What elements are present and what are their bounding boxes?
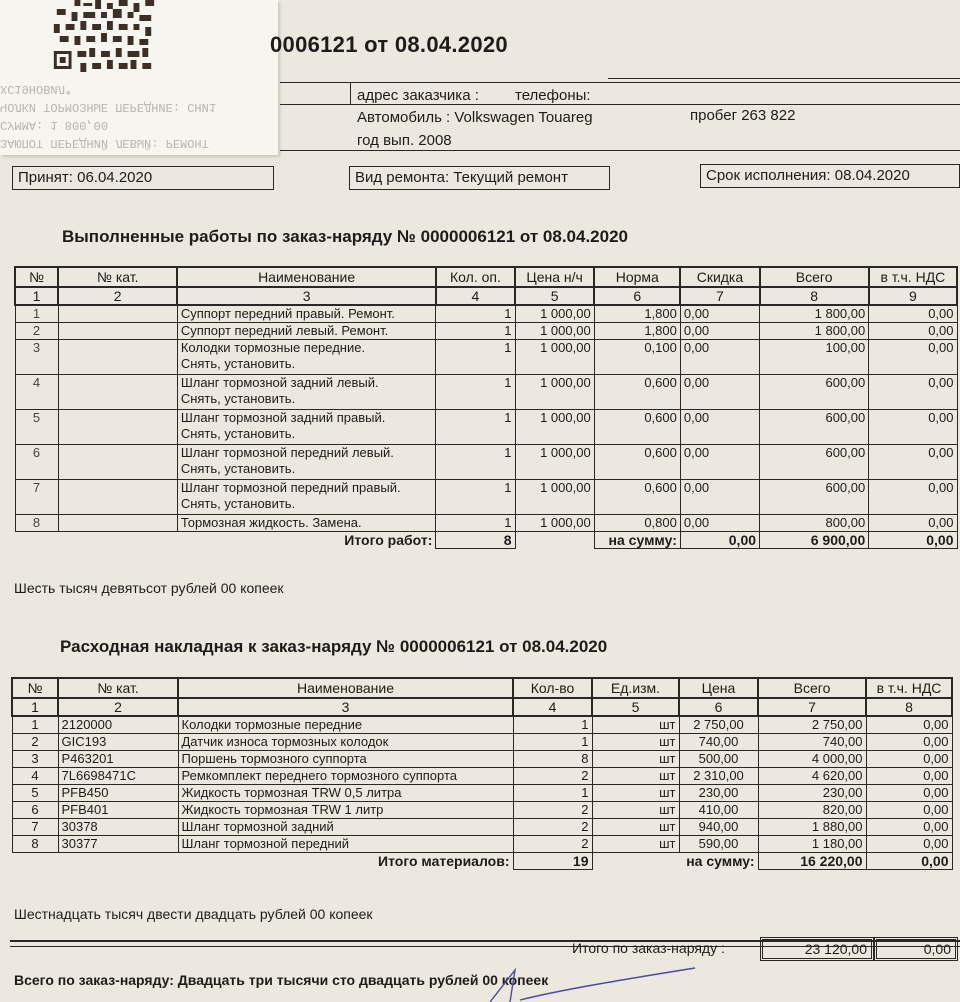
material-name: Ремкомплект переднего тормозного суппорта [178,768,513,785]
column-number: 1 [12,698,58,716]
column-header: Кол-во [513,678,592,698]
operation-qty: 1 [436,480,515,515]
discount: 0,00 [680,445,759,480]
materials-header-row [12,678,952,698]
materials-table-row [12,836,952,853]
norm-hours: 0,100 [594,340,680,375]
catalog-number: PFB450 [58,785,178,802]
column-header: в т.ч. НДС [869,267,957,287]
row-vat: 0,00 [869,323,957,340]
grand-total-in-words: Всего по заказ-наряду: Двадцать три тысячи сто двадцать рублей 00 копеек [14,972,549,988]
receipt-overlay [0,0,278,155]
works-total-sum: 6 900,00 [760,532,869,549]
receipt-line: ЧОЛКИ ТОРМОЗНЫЕ ПЕРЕДНИЕ: СНИ1 [0,100,217,114]
hour-price: 1 000,00 [515,340,594,375]
spacer [515,532,594,549]
column-header: № [12,678,58,698]
material-name: Шланг тормозной задний [178,819,513,836]
row-total: 600,00 [760,445,869,480]
work-name [177,340,436,375]
norm-hours: 0,600 [594,480,680,515]
divider [280,150,960,151]
unit-price: 500,00 [679,751,758,768]
column-header: Кол. оп. [436,267,515,287]
column-number: 6 [594,287,680,305]
operation-qty: 1 [436,305,515,323]
works-total-discount: 0,00 [680,532,759,549]
receipt-line: ХС19НОВИЛ* [0,82,73,96]
column-header: Цена [679,678,758,698]
document-title: 0006121 от 08.04.2020 [270,32,508,57]
row-number: 8 [12,836,58,853]
column-number: 9 [869,287,957,305]
column-header: Скидка [680,267,759,287]
work-name-line: Суппорт передний правый. Ремонт. [180,306,395,321]
column-number: 3 [178,698,513,716]
row-number: 5 [12,785,58,802]
works-table-row [15,323,957,340]
row-total: 4 000,00 [758,751,866,768]
works-table-row [15,445,957,480]
grand-total-label: Итого по заказ-наряду : [572,940,725,956]
unit-price: 940,00 [679,819,758,836]
repair-type: Вид ремонта: Текущий ремонт [349,166,610,190]
catalog-number [58,305,177,323]
row-number: 7 [12,819,58,836]
unit-price: 2 750,00 [679,716,758,734]
materials-total-in-words: Шестнадцать тысяч двести двадцать рублей 00 копеек [14,906,373,922]
work-name-line: Снять, установить. [180,496,296,511]
column-header: № кат. [58,267,177,287]
mileage: пробег 263 822 [690,107,796,124]
works-total-vat: 0,00 [869,532,957,549]
accepted-date: Принят: 06.04.2020 [12,166,274,190]
row-number: 2 [12,734,58,751]
works-table-row [15,480,957,515]
catalog-number [58,515,177,532]
row-number: 5 [15,410,58,445]
discount: 0,00 [680,375,759,410]
row-vat: 0,00 [866,716,952,734]
catalog-number: P463201 [58,751,178,768]
catalog-number [58,340,177,375]
column-number: 3 [177,287,436,305]
materials-total-vat: 0,00 [866,853,952,870]
works-table-row [15,410,957,445]
row-number: 6 [12,802,58,819]
hour-price: 1 000,00 [515,323,594,340]
materials-table-row [12,768,952,785]
norm-hours: 1,800 [594,323,680,340]
column-number: 5 [515,287,594,305]
work-name [177,480,436,515]
row-vat: 0,00 [869,515,957,532]
row-number: 4 [15,375,58,410]
works-table-row [15,305,957,323]
catalog-number [58,323,177,340]
row-number: 1 [12,716,58,734]
work-name-line: Колодки тормозные передние. [180,340,366,355]
norm-hours: 0,600 [594,375,680,410]
row-total: 100,00 [760,340,869,375]
unit: шт [592,802,679,819]
column-number: 1 [15,287,58,305]
material-name: Шланг тормозной передний [178,836,513,853]
divider [350,82,351,104]
works-title: Выполненные работы по заказ-наряду № 0000006121 от 08.04.2020 [62,227,628,246]
column-header: Наименование [178,678,513,698]
row-vat: 0,00 [869,305,957,323]
catalog-number: 30378 [58,819,178,836]
quantity: 2 [513,836,592,853]
hour-price: 1 000,00 [515,515,594,532]
materials-total-label: Итого материалов: [378,853,510,869]
operation-qty: 1 [436,340,515,375]
row-vat: 0,00 [869,410,957,445]
unit: шт [592,768,679,785]
row-vat: 0,00 [869,445,957,480]
divider [280,104,960,105]
work-name [177,305,436,323]
receipt-line: ЗАЮПОТ ПЕРЕДНИЙ ЛЕВЫЙ: РЕМОНТ [0,136,209,150]
row-vat: 0,00 [869,480,957,515]
row-total: 1 800,00 [760,323,869,340]
works-table-row [15,515,957,532]
quantity: 1 [513,734,592,751]
work-name [177,323,436,340]
discount: 0,00 [680,340,759,375]
column-header: № [15,267,58,287]
unit-price: 410,00 [679,802,758,819]
materials-table-row [12,751,952,768]
unit-price: 740,00 [679,734,758,751]
row-total: 4 620,00 [758,768,866,785]
column-header: Наименование [177,267,436,287]
quantity: 2 [513,768,592,785]
materials-table-row [12,734,952,751]
works-header-row [15,267,957,287]
row-number: 7 [15,480,58,515]
unit: шт [592,785,679,802]
works-table [14,266,958,549]
work-name-line: Суппорт передний левый. Ремонт. [180,323,389,338]
catalog-number: 7L6698471C [58,768,178,785]
unit: шт [592,734,679,751]
work-name-line: Снять, установить. [180,426,296,441]
hour-price: 1 000,00 [515,410,594,445]
work-name-line: Шланг тормозной передний правый. [180,480,401,495]
operation-qty: 1 [436,515,515,532]
row-number: 3 [15,340,58,375]
materials-total-sum: 16 220,00 [758,853,866,870]
materials-table-row [12,802,952,819]
row-total: 1 880,00 [758,819,866,836]
catalog-number: GIC193 [58,734,178,751]
row-vat: 0,00 [869,375,957,410]
works-table-row [15,375,957,410]
column-number: 2 [58,287,177,305]
work-name [177,445,436,480]
row-number: 3 [12,751,58,768]
column-number: 2 [58,698,178,716]
work-name-line: Шланг тормозной задний левый. [180,375,379,390]
catalog-number: 30377 [58,836,178,853]
column-number: 8 [866,698,952,716]
row-total: 820,00 [758,802,866,819]
work-name-line: Шланг тормозной передний левый. [180,445,394,460]
works-table-row [15,340,957,375]
row-vat: 0,00 [866,768,952,785]
works-total-label: Итого работ: [344,532,433,548]
work-name [177,410,436,445]
work-name [177,515,436,532]
catalog-number [58,375,177,410]
catalog-number [58,445,177,480]
quantity: 2 [513,802,592,819]
work-name-line: Снять, установить. [180,356,296,371]
materials-column-numbers-row [12,698,952,716]
column-header: № кат. [58,678,178,698]
hour-price: 1 000,00 [515,480,594,515]
row-number: 2 [15,323,58,340]
work-name-line: Тормозная жидкость. Замена. [180,515,362,530]
column-header: Цена н/ч [515,267,594,287]
grand-total-sum: 23 120,00 [760,937,874,961]
row-vat: 0,00 [866,836,952,853]
row-vat: 0,00 [869,340,957,375]
unit: шт [592,836,679,853]
materials-table-row [12,819,952,836]
row-total: 600,00 [760,375,869,410]
materials-table [11,677,953,870]
discount: 0,00 [680,305,759,323]
work-name-line: Снять, установить. [180,391,296,406]
row-total: 800,00 [760,515,869,532]
row-number: 6 [15,445,58,480]
row-number: 8 [15,515,58,532]
phones-label: телефоны: [515,87,591,104]
materials-total-qty: 19 [513,853,592,870]
row-number: 1 [15,305,58,323]
material-name: Жидкость тормозная TRW 0,5 литра [178,785,513,802]
row-vat: 0,00 [866,802,952,819]
column-header: Ед.изм. [592,678,679,698]
row-total: 230,00 [758,785,866,802]
column-header: в т.ч. НДС [866,678,952,698]
quantity: 1 [513,716,592,734]
catalog-number: 2120000 [58,716,178,734]
operation-qty: 1 [436,323,515,340]
car-year: год вып. 2008 [357,132,452,149]
unit-price: 2 310,00 [679,768,758,785]
material-name: Колодки тормозные передние [178,716,513,734]
works-sum-label: на сумму: [594,532,680,549]
row-total: 2 750,00 [758,716,866,734]
materials-title: Расходная накладная к заказ-наряду № 0000006121 от 08.04.2020 [60,637,608,656]
catalog-number [58,410,177,445]
row-number: 4 [12,768,58,785]
work-name [177,375,436,410]
grand-total-vat: 0,00 [874,937,958,961]
discount: 0,00 [680,323,759,340]
divider [280,82,960,83]
qr-code-icon [45,0,163,78]
discount: 0,00 [680,410,759,445]
row-total: 600,00 [760,410,869,445]
car-model: Автомобиль : Volkswagen Touareg [357,109,593,126]
works-total-qty: 8 [436,532,515,549]
materials-table-row [12,716,952,734]
column-header: Норма [594,267,680,287]
row-vat: 0,00 [866,751,952,768]
discount: 0,00 [680,480,759,515]
signature-icon [470,960,700,1002]
works-total-in-words: Шесть тысяч девятьсот рублей 00 копеек [14,580,284,596]
row-vat: 0,00 [866,785,952,802]
works-column-numbers-row [15,287,957,305]
norm-hours: 0,600 [594,445,680,480]
column-number: 6 [679,698,758,716]
work-name-line: Шланг тормозной задний правый. [180,410,386,425]
unit: шт [592,819,679,836]
column-number: 4 [513,698,592,716]
operation-qty: 1 [436,410,515,445]
receipt-line: СУММА: 1 800,00 [0,118,109,132]
hour-price: 1 000,00 [515,445,594,480]
row-total: 1 800,00 [760,305,869,323]
works-total-row [15,532,957,549]
address-label: адрес заказчика : [357,87,479,104]
column-number: 7 [758,698,866,716]
column-header: Всего [760,267,869,287]
work-name-line: Снять, установить. [180,461,296,476]
material-name: Датчик износа тормозных колодок [178,734,513,751]
materials-total-row [12,853,952,870]
norm-hours: 0,800 [594,515,680,532]
row-vat: 0,00 [866,819,952,836]
material-name: Поршень тормозного суппорта [178,751,513,768]
row-total: 1 180,00 [758,836,866,853]
quantity: 8 [513,751,592,768]
column-number: 5 [592,698,679,716]
catalog-number [58,480,177,515]
materials-sum-label: на сумму: [686,853,755,869]
column-header: Всего [758,678,866,698]
row-total: 740,00 [758,734,866,751]
column-number: 8 [760,287,869,305]
operation-qty: 1 [436,375,515,410]
discount: 0,00 [680,515,759,532]
deadline-date: Срок исполнения: 08.04.2020 [700,164,960,188]
catalog-number: PFB401 [58,802,178,819]
divider [608,78,960,79]
unit: шт [592,716,679,734]
unit-price: 590,00 [679,836,758,853]
operation-qty: 1 [436,445,515,480]
column-number: 4 [436,287,515,305]
material-name: Жидкость тормозная TRW 1 литр [178,802,513,819]
hour-price: 1 000,00 [515,375,594,410]
row-total: 600,00 [760,480,869,515]
hour-price: 1 000,00 [515,305,594,323]
row-vat: 0,00 [866,734,952,751]
column-number: 7 [680,287,759,305]
materials-table-row [12,785,952,802]
quantity: 2 [513,819,592,836]
norm-hours: 0,600 [594,410,680,445]
unit-price: 230,00 [679,785,758,802]
quantity: 1 [513,785,592,802]
unit: шт [592,751,679,768]
norm-hours: 1,800 [594,305,680,323]
